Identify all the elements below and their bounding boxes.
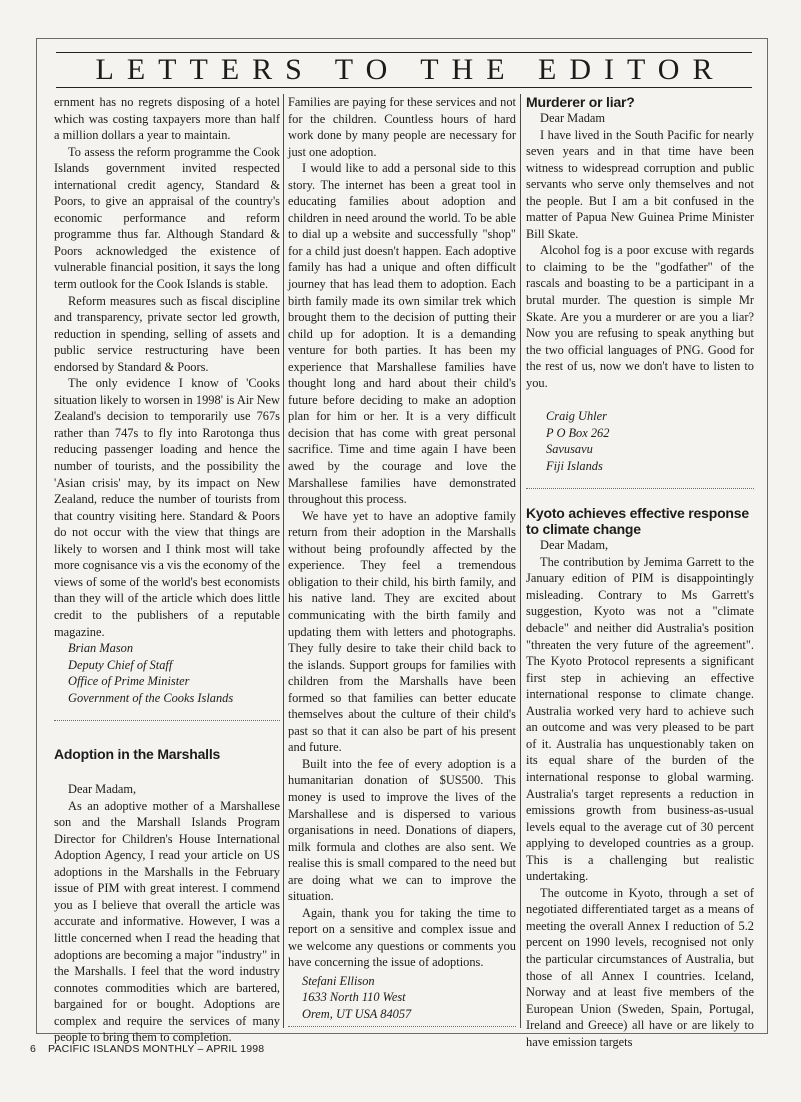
letter-paragraph: Alcohol fog is a poor excuse with regards to claiming to be the "godfather" of the rascals and boasting to be a participant in a brutal murder. The question is simple Mr Skate. Are you a murderer or are you a liar? Now you are refusing to speak anything but the two official languages of PNG. Good for the rest of us, now we don't have to listen to you. — [526, 243, 754, 390]
publication-line: PACIFIC ISLANDS MONTHLY – APRIL 1998 — [48, 1043, 265, 1055]
heading-line: to climate change — [526, 521, 641, 538]
section-separator — [526, 488, 754, 489]
letter-paragraph: Again, thank you for taking the time to report on a sensitive and complex issue and we welcome any questions or comments you have concerning the issue of adoptions. — [288, 905, 516, 970]
section-separator — [288, 1026, 516, 1027]
letter-paragraph: Families are paying for these services and not for the children. Countless hours of hard work done by many people are necessary for just one adoption. — [288, 95, 516, 159]
letter-paragraph: Reform measures such as fiscal discipline and transparency, private sector led growth, reduction in spending, selling of assets and public service restructuring have been endorsed by Standard & Poors. — [54, 293, 280, 374]
column-3 — [526, 94, 754, 1050]
page-footer — [30, 1043, 264, 1055]
letter-paragraph: To assess the reform programme the Cook Islands government invited respected international credit agency, Standard & Poors, to give an appraisal of the country's economic performance and reform programme thus far. Although Standard & Poors acknowledged the existence of vulnerable financial position, it says the long term outlook for the Cook Islands is stable. — [54, 144, 280, 292]
letter-paragraph: The only evidence I know of 'Cooks situation likely to worsen in 1998' is Air New Zealand's decision to temporarily use 767s rather than 747s to fly into Rarotonga thus reducing passenger loading and hence the number of tourists, and the possibility the 'Asian crisis' may, by its impact on New Zealand, reduce the number of tourists from that country visiting here. Standard & Poors do not occur with the view that things are likely to worsen and I think most will take more cognisance vis a vis the economy of the views of some of the world's best economists than they will of the article which does little credit to the publishers of a reputable magazine. — [54, 376, 280, 639]
letter-salutation: Dear Madam, — [68, 782, 137, 797]
signature-name: Brian Mason — [68, 641, 134, 656]
section-separator — [54, 720, 280, 721]
letter-salutation: Dear Madam, — [540, 538, 609, 553]
signature-name: Craig Uhler — [546, 409, 607, 424]
letter-paragraph: We have yet to have an adoptive family return from their adoption in the Marshalls without being profoundly affected by the experience. They feel a tremendous obligation to their child, his birth family, and his native land. They are excited about communicating with the birth family and updating them with letters and photographs. They fully desire to take their child back to the islands. Support groups for families with children from the Marshalls have been formed so that families can better educate themselves about the culture of their child's past so that it can also be part of his present and future. — [288, 508, 516, 755]
page-number: 6 — [30, 1043, 37, 1055]
section-title: LETTERS TO THE EDITOR — [95, 53, 726, 86]
letter-paragraph: The outcome in Kyoto, through a set of negotiated differentiated target as a means of meeting the overall Annex I reduction of 5.2 percent on 1990 levels, recognised not only the particular circumstances of Australia, but those of all Annex I countries. Iceland, Norway and at least five members of the European Union (Sweden, Spain, Portugal, Ireland and Greece) all have or are likely to have emission targets — [526, 885, 754, 1049]
signature-name: Stefani Ellison — [302, 973, 375, 988]
signature-line: Orem, UT USA 84057 — [302, 1006, 412, 1021]
column-2 — [288, 94, 516, 1027]
signature-line: Deputy Chief of Staff — [68, 657, 173, 672]
signature-line: Savusavu — [546, 442, 593, 457]
column-divider — [520, 94, 521, 1028]
letter-paragraph: As an adoptive mother of a Marshallese son and the Marshall Islands Program Director for Children's House International Adoption Agency, I read your article on US adoptions in the Marshalls in the February issue of PIM with great interest. I commend you as I believe that overall the article was accurate and informative. However, I was a little concerned when I read the heading that adoptions are becoming a major "industry" in the Marshalls. I feel that the word industry connotes commodities which are bartered, bargained for or bought. Adoptions are complex and require the services of many people to bring them to completion. — [54, 798, 280, 1045]
signature-line: Office of Prime Minister — [68, 674, 190, 689]
letter-heading: Adoption in the Marshalls — [54, 746, 221, 763]
letter-heading — [526, 505, 754, 537]
signature-line: 1633 North 110 West — [302, 990, 406, 1005]
column-1 — [54, 94, 280, 1046]
signature-line: Fiji Islands — [546, 458, 603, 473]
letter-paragraph: Built into the fee of every adoption is a humanitarian donation of $US500. This money is used to improve the lives of the Marshallese and is dispersed to various organisations in need. Donations of diapers, milk formula and clothes are also sent. We realise this is small compared to the need but are doing what we can to improve the situation. — [288, 756, 516, 904]
letter-signature — [526, 408, 754, 474]
signature-line: P O Box 262 — [546, 425, 610, 440]
letter-signature — [288, 973, 516, 1023]
signature-line: Government of the Cooks Islands — [68, 690, 234, 705]
letter-paragraph: I would like to add a personal side to this story. The internet has been a great tool in educating families about adoption and children in need around the world. To be able to dial up a website and successfully "shop" for a child just doesn't happen. Each adoptive family has had a unique and often difficult journey that has lead them to adoption. Each birth family made its own similar trek which brought them to the decision of putting their child up for adoption. It is a demanding venture for both parties. It has been my experience that Marshallese families have thought long and hard about their child's future before deciding to make an adoption plan for him or her. It is a very difficult decision that has come with great personal sacrifice. Time and time again I have been awed by the courage and love the Marshallese families have demonstrated throughout this process. — [288, 161, 516, 507]
letter-paragraph: The contribution by Jemima Garrett to the January edition of PIM is disappointingly misleading. Contrary to Ms Garrett's suggestion, Kyoto was not a "climate debacle" and neither did Australia's position "threaten the very future of the agreement". The Kyoto Protocol represents a significant first step in achieving an effective international response to climate change. Australia worked very hard to achieve such an outcome and was very pleased to be part of it. Australia has unquestionably taken on its equal share of the burden of the international response to global warming. Australia's target represents a reduction in emissions growth from business-as-usual levels equal to the average cut of 30 percent applying to developed countries as a group. This is a challenging but realistic undertaking. — [526, 554, 754, 884]
letter-heading: Murderer or liar? — [526, 94, 635, 110]
letter-signature — [54, 640, 280, 706]
section-masthead — [56, 52, 752, 88]
letter-salutation: Dear Madam — [540, 111, 606, 125]
column-divider — [283, 94, 284, 1028]
letter-paragraph: ernment has no regrets disposing of a hotel which was costing taxpayers more than half a million dollars a year to maintain. — [54, 95, 280, 143]
letter-paragraph: I have lived in the South Pacific for nearly seven years and in that time have been witness to widespread corruption and public servants who serve only themselves and not the people. But I am a bit confused in the matter of Papua New Guinea Prime Minister Bill Skate. — [526, 127, 754, 241]
heading-line: Kyoto achieves effective response — [526, 505, 749, 522]
